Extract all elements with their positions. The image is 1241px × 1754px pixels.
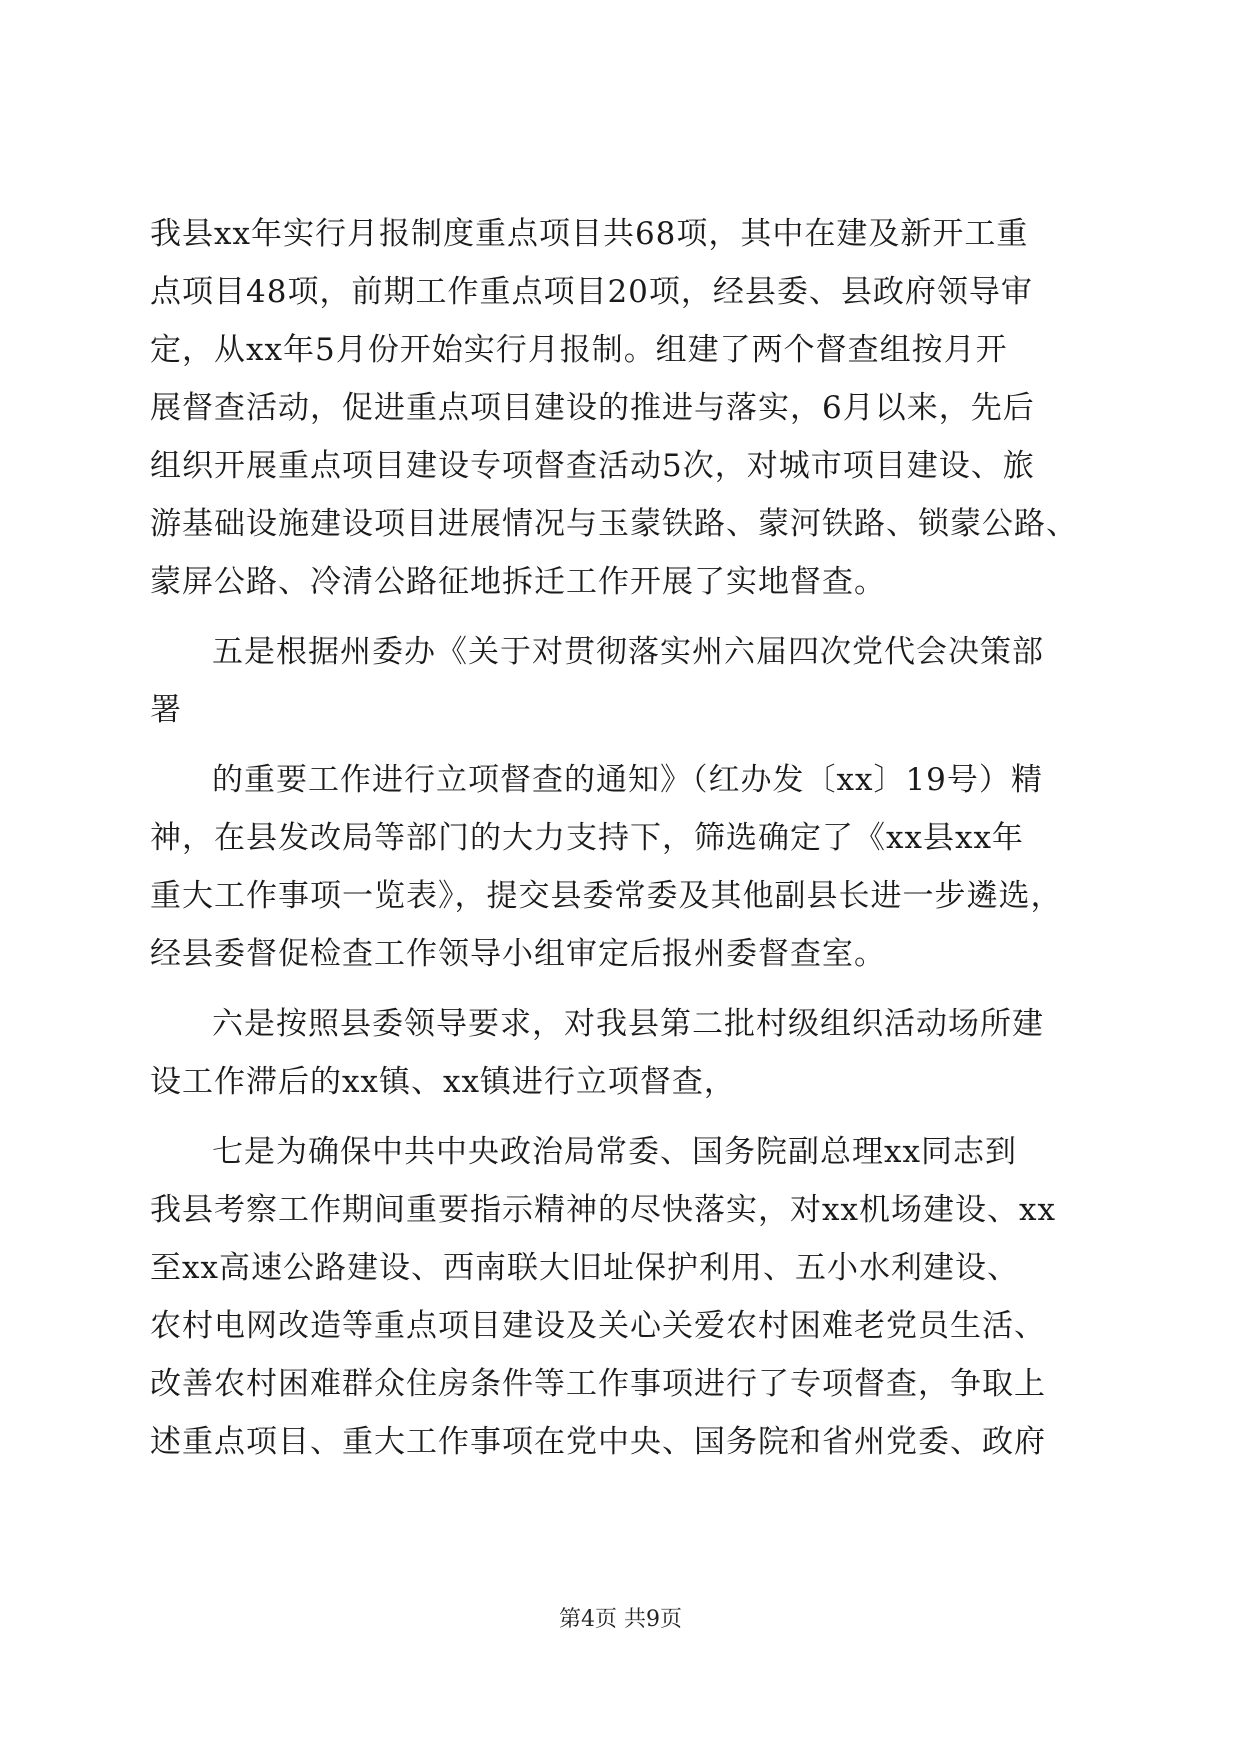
text-line (0, 320, 1241, 380)
text-line (0, 1052, 1241, 1112)
text-line-content: 重大工作事项一览表》，提交县委常委及其他副县长进一步遴选， (150, 878, 1063, 914)
text-line-content: 组织开展重点项目建设专项督查活动5次，对城市项目建设、旅 (150, 448, 1035, 484)
text-line-content: 改善农村困难群众住房条件等工作事项进行了专项督查，争取上 (150, 1366, 1046, 1402)
text-line (0, 262, 1241, 322)
text-line (0, 552, 1241, 612)
text-line-content: 游基础设施建设项目进展情况与玉蒙铁路、蒙河铁路、锁蒙公路、 (150, 506, 1078, 542)
text-line (0, 1296, 1241, 1356)
text-line-content: 展督查活动，促进重点项目建设的推进与落实，6月以来，先后 (150, 390, 1035, 426)
text-line (0, 1354, 1241, 1414)
text-line (0, 1180, 1241, 1240)
text-line-content: 至xx高速公路建设、西南联大旧址保护利用、五小水利建设、 (150, 1250, 1019, 1286)
text-line-content: 我县xx年实行月报制度重点项目共68项，其中在建及新开工重 (150, 216, 1029, 252)
text-line (0, 750, 1241, 810)
text-line (0, 1238, 1241, 1298)
text-line (0, 924, 1241, 984)
text-line-content: 署 (150, 692, 182, 728)
text-line (0, 994, 1241, 1054)
text-line (0, 808, 1241, 868)
text-line (0, 494, 1241, 554)
text-line-content: 七是为确保中共中央政治局常委、国务院副总理xx同志到 (212, 1134, 1017, 1170)
text-line-content: 的重要工作进行立项督查的通知》（红办发〔xx〕19号）精 (212, 762, 1043, 798)
text-line (0, 680, 1241, 740)
text-line-content: 农村电网改造等重点项目建设及关心关爱农村困难老党员生活、 (150, 1308, 1046, 1344)
text-line-content: 蒙屏公路、冷清公路征地拆迁工作开展了实地督查。 (150, 564, 886, 600)
text-line-content: 五是根据州委办《关于对贯彻落实州六届四次党代会决策部 (212, 634, 1044, 670)
text-line-content: 设工作滞后的xx镇、xx镇进行立项督查， (150, 1064, 736, 1100)
page-number-footer: 第4页 共9页 (559, 1607, 682, 1632)
text-line-content: 神，在县发改局等部门的大力支持下，筛选确定了《xx县xx年 (150, 820, 1024, 856)
text-line (0, 1122, 1241, 1182)
text-line (0, 1412, 1241, 1472)
text-line-content: 六是按照县委领导要求，对我县第二批村级组织活动场所建 (212, 1006, 1044, 1042)
text-line-content: 定，从xx年5月份开始实行月报制。组建了两个督查组按月开 (150, 332, 1008, 368)
text-line (0, 436, 1241, 496)
text-line-content: 述重点项目、重大工作事项在党中央、国务院和省州党委、政府 (150, 1424, 1046, 1460)
text-line (0, 622, 1241, 682)
text-line (0, 866, 1241, 926)
text-line (0, 378, 1241, 438)
text-line-content: 我县考察工作期间重要指示精神的尽快落实，对xx机场建设、xx (150, 1192, 1056, 1228)
text-line (0, 204, 1241, 264)
text-line-content: 经县委督促检查工作领导小组审定后报州委督查室。 (150, 936, 886, 972)
text-line-content: 点项目48项，前期工作重点项目20项，经县委、县政府领导审 (150, 274, 1033, 310)
